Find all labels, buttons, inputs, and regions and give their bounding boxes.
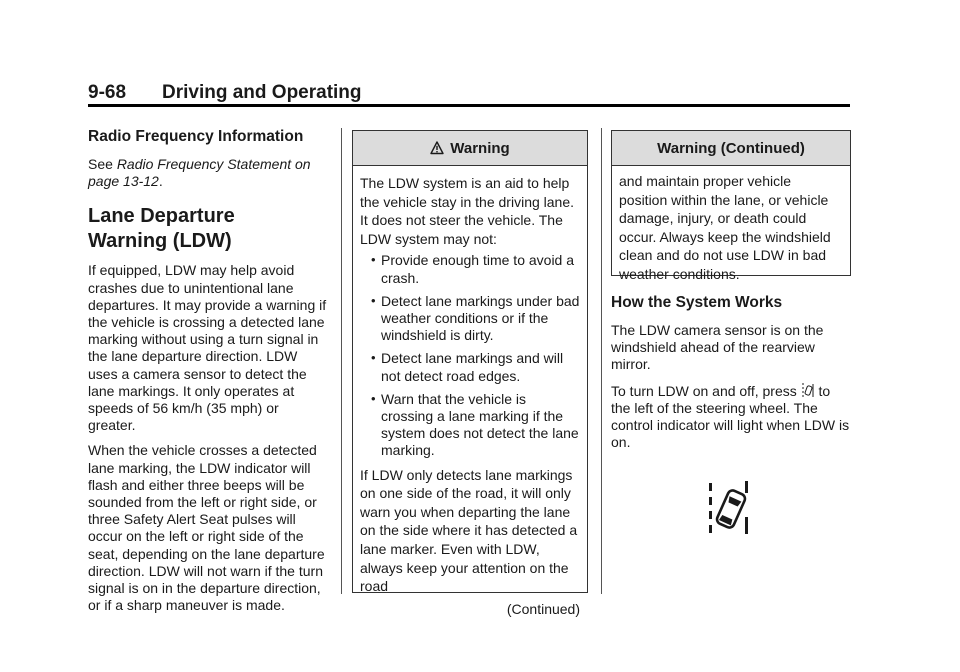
rf-reference-link[interactable]: Radio Frequency Statement on page 13-12 (88, 156, 311, 190)
continued-label: (Continued) (506, 600, 580, 617)
ldw-button-paragraph: To turn LDW on and off, press to the left of the steering wheel. The control indicator will light when LDW is on. (611, 382, 850, 451)
warning-intro: The LDW system is an aid to help the vehicle stay in the driving lane. It does not steer the vehicle. The LDW system may not: (360, 175, 575, 247)
warning-body-text: If LDW only detects lane markings on one side of the road, it will only warn you when departing the lane on the side where it has detected a lane marker. Even with LDW, always keep your attention on the road (360, 466, 578, 595)
warning-continued-box (611, 130, 851, 282)
warning-triangle-icon (430, 141, 444, 155)
column-divider-1 (341, 128, 342, 594)
warning-continued-title: Warning (Continued) (612, 131, 850, 166)
list-item: • Provide enough time to avoid a crash. (360, 252, 580, 286)
ldw-heading: Lane Departure Warning (LDW) (88, 205, 235, 253)
column-1 (88, 128, 328, 622)
column-3 (611, 294, 851, 459)
header-rule (88, 104, 850, 107)
warning-list (360, 252, 580, 459)
lane-departure-button-icon (802, 382, 814, 399)
ldw-intro-paragraph: If equipped, LDW may help avoid crashes due to unintentional lane departures. It may provide a warning if the vehicle is crossing a detected lane marking without using a turn signal in the lane departure direction. LDW uses a camera sensor to detect the lane markings. It only operates at speeds of 56 km/h (35 mph) or greater. (88, 262, 327, 434)
rf-reference: See Radio Frequency Statement on page 13-12. (88, 156, 311, 190)
list-item: • Detect lane markings and will not detect road edges. (360, 350, 580, 384)
camera-paragraph: The LDW camera sensor is on the windshield ahead of the rearview mirror. (611, 322, 824, 373)
section-title: Driving and Operating (162, 82, 362, 103)
warning-title: Warning (353, 131, 587, 166)
rf-heading: Radio Frequency Information (88, 128, 304, 145)
warning-body (353, 166, 587, 624)
column-divider-2 (601, 128, 602, 594)
how-system-works-heading: How the System Works (611, 294, 783, 311)
lane-departure-indicator-icon (705, 481, 755, 535)
warning-box (352, 130, 588, 617)
warning-continued-body: and maintain proper vehicle position within the lane, or vehicle damage, injury, or death could occur. Always keep the windshield clean and do not use LDW in bad weather conditions. (619, 173, 831, 282)
list-item: • Detect lane markings under bad weather conditions or if the windshield is dirty. (360, 293, 580, 345)
page-number: 9-68 (88, 82, 127, 103)
list-item: • Warn that the vehicle is crossing a lane marking if the system does not detect the lane marking. (360, 391, 580, 460)
ldw-warning-paragraph: When the vehicle crosses a detected lane marking, the LDW indicator will flash and either three beeps will be sounded from the left or right side, or three Safety Alert Seat pulses will occur on the left or right side of the seat, depending on the lane departure direction. LDW will not warn if the turn signal is on in the departure direction, or if a sharp maneuver is made. (88, 442, 325, 614)
